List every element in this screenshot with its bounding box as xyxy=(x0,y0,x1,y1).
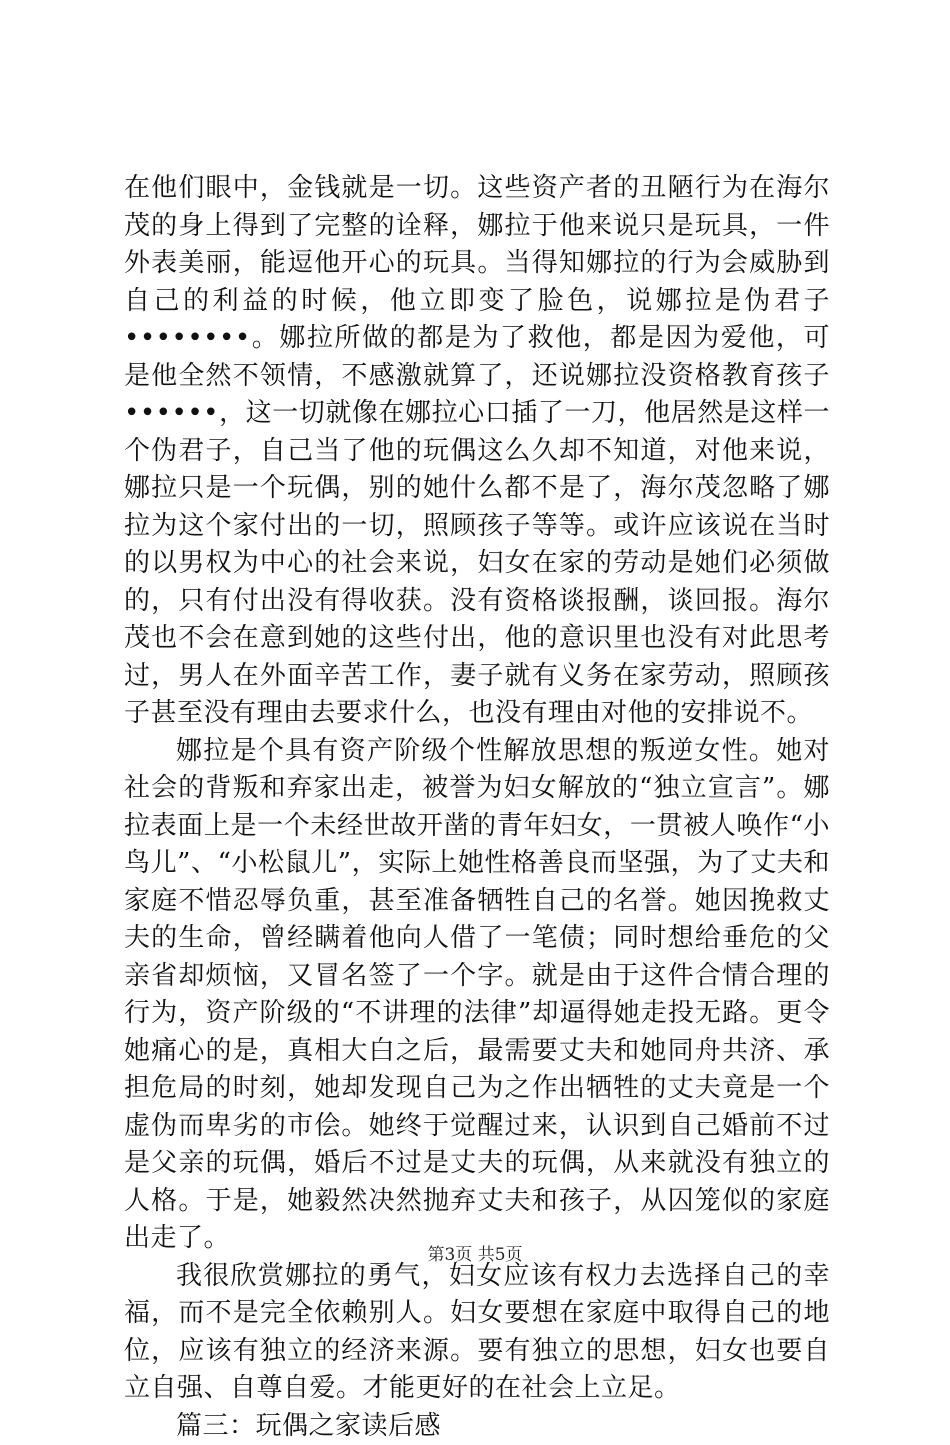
paragraph-nora-character: 娜拉是个具有资产阶级个性解放思想的叛逆女性。她对社会的背叛和弃家出走，被誉为妇女解放的“独立宣言”。娜拉表面上是一个未经世故开凿的青年妇女，一贯被人唤作“小鸟儿”、“小松鼠儿”，实际上她性格善良而坚强，为了丈夫和家庭不惜忍辱负重，甚至准备牺牲自己的名誉。她因挽救丈夫的生命，曾经瞒着他向人借了一笔债；同时想给垂危的父亲省却烦恼，又冒名签了一个字。就是由于这件合情合理的行为，资产阶级的“不讲理的法律”却逼得她走投无路。更令她痛心的是，真相大白之后，最需要丈夫和她同舟共济、承担危局的时刻，她却发现自己为之作出牺牲的丈夫竟是一个虚伪而卑劣的市侩。她终于觉醒过来，认识到自己婚前不过是父亲的玩偶，婚后不过是丈夫的玩偶，从来就没有独立的人格。于是，她毅然决然抛弃丈夫和孩子，从囚笼似的家庭出走了。 xyxy=(124,733,830,1258)
paragraph-continuation: 在他们眼中，金钱就是一切。这些资产者的丑陋行为在海尔茂的身上得到了完整的诠释，娜拉于他来说只是玩具，一件外表美丽，能逗他开心的玩具。当得知娜拉的行为会威胁到自己的利益的时候，他立即变了脸色，说娜拉是伪君子••••••••。娜拉所做的都是为了救他，都是因为爱他，可是他全然不领情，不感激就算了，还说娜拉没资格教育孩子••••••，这一切就像在娜拉心口插了一刀，他居然是这样一个伪君子，自己当了他的玩偶这么久却不知道，对他来说，娜拉只是一个玩偶，别的她什么都不是了，海尔茂忽略了娜拉为这个家付出的一切，照顾孩子等等。或许应该说在当时的以男权为中心的社会来说，妇女在家的劳动是她们必须做的，只有付出没有得收获。没有资格谈报酬，谈回报。海尔茂也不会在意到她的这些付出，他的意识里也没有对此思考过，男人在外面辛苦工作，妻子就有义务在家劳动，照顾孩子甚至没有理由去要求什么，也没有理由对他的安排说不。 xyxy=(124,170,830,733)
section-heading: 篇三：玩偶之家读后感 xyxy=(124,1408,830,1445)
paragraph-opinion: 我很欣赏娜拉的勇气，妇女应该有权力去选择自己的幸福，而不是完全依赖别人。妇女要想在家庭中取得自己的地位，应该有独立的经济来源。要有独立的思想，妇女也要自立自强、自尊自爱。才能更好的在社会上立足。 xyxy=(124,1258,830,1408)
page-number-footer: 第3页 共5页 xyxy=(0,1244,950,1266)
